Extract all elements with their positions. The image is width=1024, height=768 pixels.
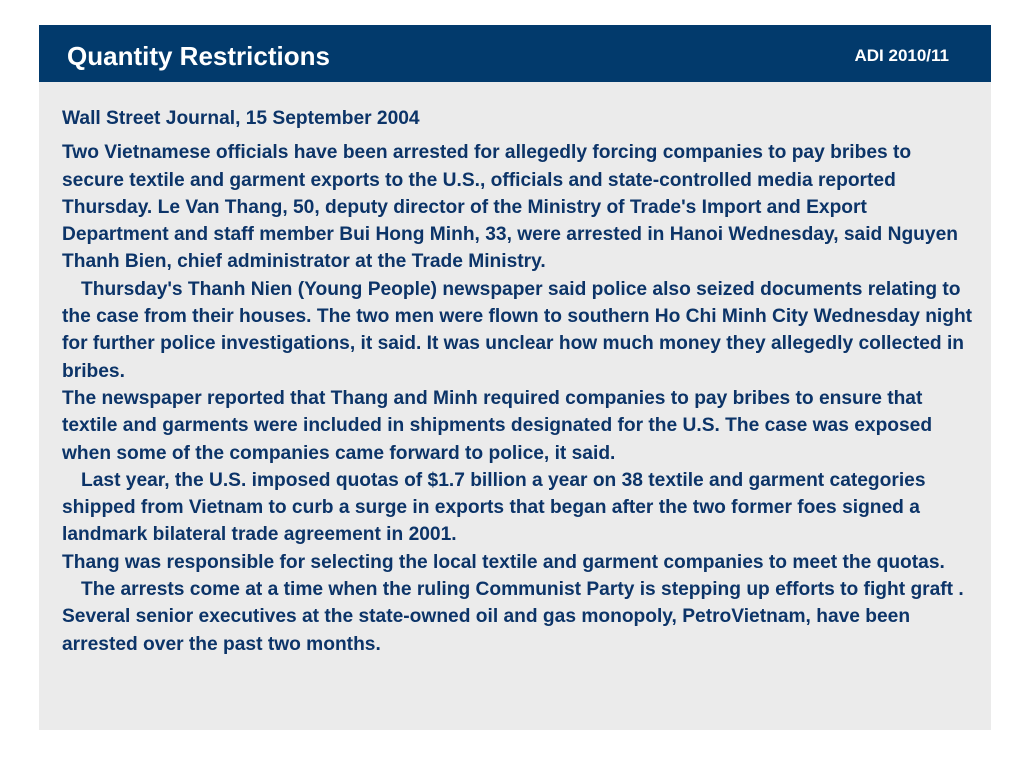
paragraph-5: Thang was responsible for selecting the local textile and garment companies to meet the quotas. xyxy=(62,551,945,573)
course-tag: ADI 2010/11 xyxy=(854,46,949,65)
header-bar xyxy=(39,25,991,82)
paragraph-1: Two Vietnamese officials have been arrested for allegedly forcing companies to pay bribes to secure textile and garment exports to the U.S., officials and state-controlled media reported Thursday. Le Van Thang, 50, deputy director of the Ministry of Trade's Import and Export Department and staff member Bui Hong Minh, 33, were arrested in Hanoi Wednesday, said Nguyen Thanh Bien, chief administrator at the Trade Ministry. xyxy=(62,142,958,273)
paragraph-6: The arrests come at a time when the ruling Communist Party is stepping up efforts to fight graft . Several senior executives at the state-owned oil and gas monopoly, PetroVietnam, have been arrested over the past two months. xyxy=(62,579,964,655)
slide-title: Quantity Restrictions xyxy=(67,41,330,71)
article-source: Wall Street Journal, 15 September 2004 xyxy=(62,108,420,129)
paragraph-4: Last year, the U.S. imposed quotas of $1.7 billion a year on 38 textile and garment categories shipped from Vietnam to curb a surge in exports that began after the two former foes signed a landmark bilateral trade agreement in 2001. xyxy=(62,469,926,546)
article-body xyxy=(62,105,977,658)
slide-panel xyxy=(39,25,991,730)
paragraph-2: Thursday's Thanh Nien (Young People) newspaper said police also seized documents relating to the case from their houses. The two men were flown to southern Ho Chi Minh City Wednesday night for further police investigations, it said. It was unclear how much money they allegedly collected in bribes. xyxy=(62,278,973,382)
paragraph-3: The newspaper reported that Thang and Minh required companies to pay bribes to ensure that textile and garments were included in shipments designated for the U.S. The case was exposed when some of the companies came forward to police, it said. xyxy=(62,387,933,464)
